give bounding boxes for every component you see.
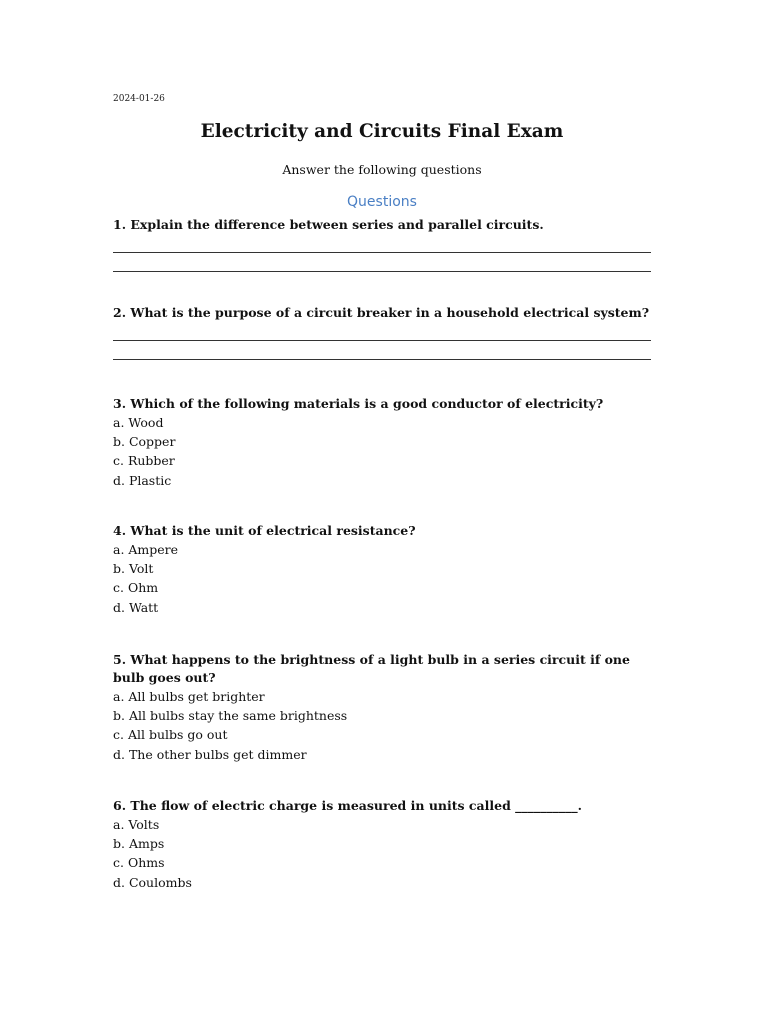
- answer-option[interactable]: d. Watt: [113, 599, 159, 615]
- answer-option[interactable]: c. All bulbs go out: [113, 727, 228, 743]
- question-5: [113, 651, 651, 764]
- answer-option[interactable]: b. Amps: [113, 836, 165, 852]
- answer-option[interactable]: b. Volt: [113, 561, 154, 577]
- answer-option[interactable]: b. Copper: [113, 434, 176, 450]
- answer-option[interactable]: b. All bulbs stay the same brightness: [113, 708, 348, 724]
- question-text: 2. What is the purpose of a circuit breaker in a household electrical system?: [113, 305, 650, 320]
- exam-date: 2024-01-26: [113, 94, 165, 104]
- answer-option[interactable]: a. Ampere: [113, 542, 179, 557]
- section-heading: Questions: [347, 194, 417, 210]
- answer-line[interactable]: [113, 234, 651, 253]
- answer-option[interactable]: a. All bulbs get brighter: [113, 689, 265, 704]
- question-text: 1. Explain the difference between series and parallel circuits.: [113, 217, 544, 232]
- question-1: [113, 216, 651, 272]
- answer-option[interactable]: d. The other bulbs get dimmer: [113, 746, 307, 762]
- answer-option[interactable]: c. Ohms: [113, 855, 165, 871]
- question-text: 3. Which of the following materials is a good conductor of electricity?: [113, 396, 604, 411]
- answer-line[interactable]: [113, 322, 651, 341]
- answer-option[interactable]: a. Wood: [113, 415, 164, 430]
- question-2: [113, 304, 651, 360]
- answer-option[interactable]: c. Rubber: [113, 453, 175, 469]
- instructions: Answer the following questions: [282, 162, 482, 177]
- answer-line[interactable]: [113, 341, 651, 360]
- question-6: [113, 797, 651, 892]
- question-text: 6. The flow of electric charge is measured in units called __________.: [113, 798, 583, 813]
- answer-option[interactable]: a. Volts: [113, 817, 160, 832]
- answer-line[interactable]: [113, 253, 651, 272]
- question-3: [113, 395, 651, 490]
- question-text: 5. What happens to the brightness of a light bulb in a series circuit if one bulb goes out?: [113, 652, 630, 685]
- answer-option[interactable]: d. Coulombs: [113, 874, 192, 890]
- answer-option[interactable]: c. Ohm: [113, 580, 159, 596]
- question-4: [113, 522, 651, 617]
- question-text: 4. What is the unit of electrical resistance?: [113, 523, 416, 538]
- page-title: Electricity and Circuits Final Exam: [200, 121, 564, 142]
- answer-option[interactable]: d. Plastic: [113, 472, 172, 488]
